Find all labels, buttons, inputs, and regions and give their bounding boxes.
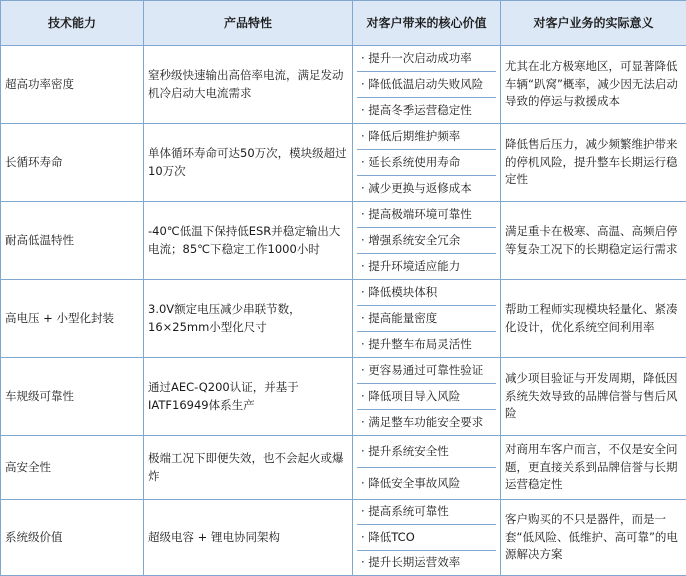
business-significance-cell: 尤其在北方极寒地区，可显著降低车辆“趴窝”概率，减少因无法启动导致的停运与救援成本 xyxy=(501,46,686,124)
feature-cell: -40℃低温下保持低ESR并稳定输出大电流；85℃下稳定工作1000小时 xyxy=(144,202,353,280)
core-value-item: · 提升一次启动成功率 xyxy=(357,46,496,72)
core-value-item: · 降低项目导入风险 xyxy=(357,384,496,410)
core-value-item: · 提高极端环境可靠性 xyxy=(357,202,496,228)
core-value-item: · 降低安全事故风险 xyxy=(357,468,496,499)
core-value-cell xyxy=(353,280,501,358)
core-value-item: · 减少更换与返修成本 xyxy=(357,176,496,201)
table-row xyxy=(1,46,686,124)
capability-cell: 超高功率密度 xyxy=(1,46,144,124)
core-value-item: · 满足整车功能安全要求 xyxy=(357,410,496,435)
core-value-cell xyxy=(353,500,501,576)
feature-cell: 超级电容 + 锂电协同架构 xyxy=(144,500,353,576)
core-value-item: · 延长系统使用寿命 xyxy=(357,150,496,176)
table-row xyxy=(1,500,686,576)
core-value-item: · 提升长期运营效率 xyxy=(357,551,496,575)
business-significance-cell: 帮助工程师实现模块轻量化、紧凑化设计，优化系统空间利用率 xyxy=(501,280,686,358)
core-value-item: · 提升系统安全性 xyxy=(357,436,496,468)
table-row xyxy=(1,280,686,358)
core-value-item: · 提高冬季运营稳定性 xyxy=(357,98,496,123)
feature-cell: 单体循环寿命可达50万次，模块级超过10万次 xyxy=(144,124,353,202)
feature-cell: 极端工况下即便失效，也不会起火或爆炸 xyxy=(144,436,353,500)
header-capability: 技术能力 xyxy=(1,1,144,46)
core-value-item: · 更容易通过可靠性验证 xyxy=(357,358,496,384)
capability-cell: 耐高低温特性 xyxy=(1,202,144,280)
core-value-cell xyxy=(353,358,501,436)
core-value-cell xyxy=(353,124,501,202)
core-value-item: · 降低模块体积 xyxy=(357,280,496,306)
core-value-item: · 提升整车布局灵活性 xyxy=(357,332,496,357)
capability-cell: 系统级价值 xyxy=(1,500,144,576)
core-value-cell xyxy=(353,436,501,500)
core-value-cell xyxy=(353,202,501,280)
core-value-item: · 增强系统安全冗余 xyxy=(357,228,496,254)
business-significance-cell: 减少项目验证与开发周期，降低因系统失效导致的品牌信誉与售后风险 xyxy=(501,358,686,436)
feature-cell: 3.0V额定电压减少串联节数，16×25mm小型化尺寸 xyxy=(144,280,353,358)
core-value-item: · 降低后期维护频率 xyxy=(357,124,496,150)
table-row xyxy=(1,358,686,436)
capability-cell: 高电压 + 小型化封装 xyxy=(1,280,144,358)
capability-cell: 高安全性 xyxy=(1,436,144,500)
feature-cell: 通过AEC-Q200认证，并基于IATF16949体系生产 xyxy=(144,358,353,436)
feature-cell: 窒秒级快速输出高倍率电流，满足发动机冷启动大电流需求 xyxy=(144,46,353,124)
core-value-item: · 提升环境适应能力 xyxy=(357,254,496,279)
core-value-item: · 降低低温启动失败风险 xyxy=(357,72,496,98)
business-significance-cell: 满足重卡在极寒、高温、高频启停等复杂工况下的长期稳定运行需求 xyxy=(501,202,686,280)
table-row xyxy=(1,436,686,500)
header-business-significance: 对客户业务的实际意义 xyxy=(501,1,686,46)
header-row xyxy=(1,1,686,46)
core-value-item: · 降低TCO xyxy=(357,525,496,550)
business-significance-cell: 降低售后压力，减少频繁维护带来的停机风险，提升整车长期运行稳定性 xyxy=(501,124,686,202)
table-row xyxy=(1,124,686,202)
core-value-item: · 提高能量密度 xyxy=(357,306,496,332)
core-value-cell xyxy=(353,46,501,124)
header-core-value: 对客户带来的核心价值 xyxy=(353,1,501,46)
core-value-item: · 提高系统可靠性 xyxy=(357,500,496,525)
business-significance-cell: 对商用车客户而言，不仅是安全问题，更直接关系到品牌信誉与长期运营稳定性 xyxy=(501,436,686,500)
business-significance-cell: 客户购买的不只是器件，而是一套“低风险、低维护、高可靠”的电源解决方案 xyxy=(501,500,686,576)
table-row xyxy=(1,202,686,280)
header-feature: 产品特性 xyxy=(144,1,353,46)
capability-cell: 长循环寿命 xyxy=(1,124,144,202)
capability-cell: 车规级可靠性 xyxy=(1,358,144,436)
